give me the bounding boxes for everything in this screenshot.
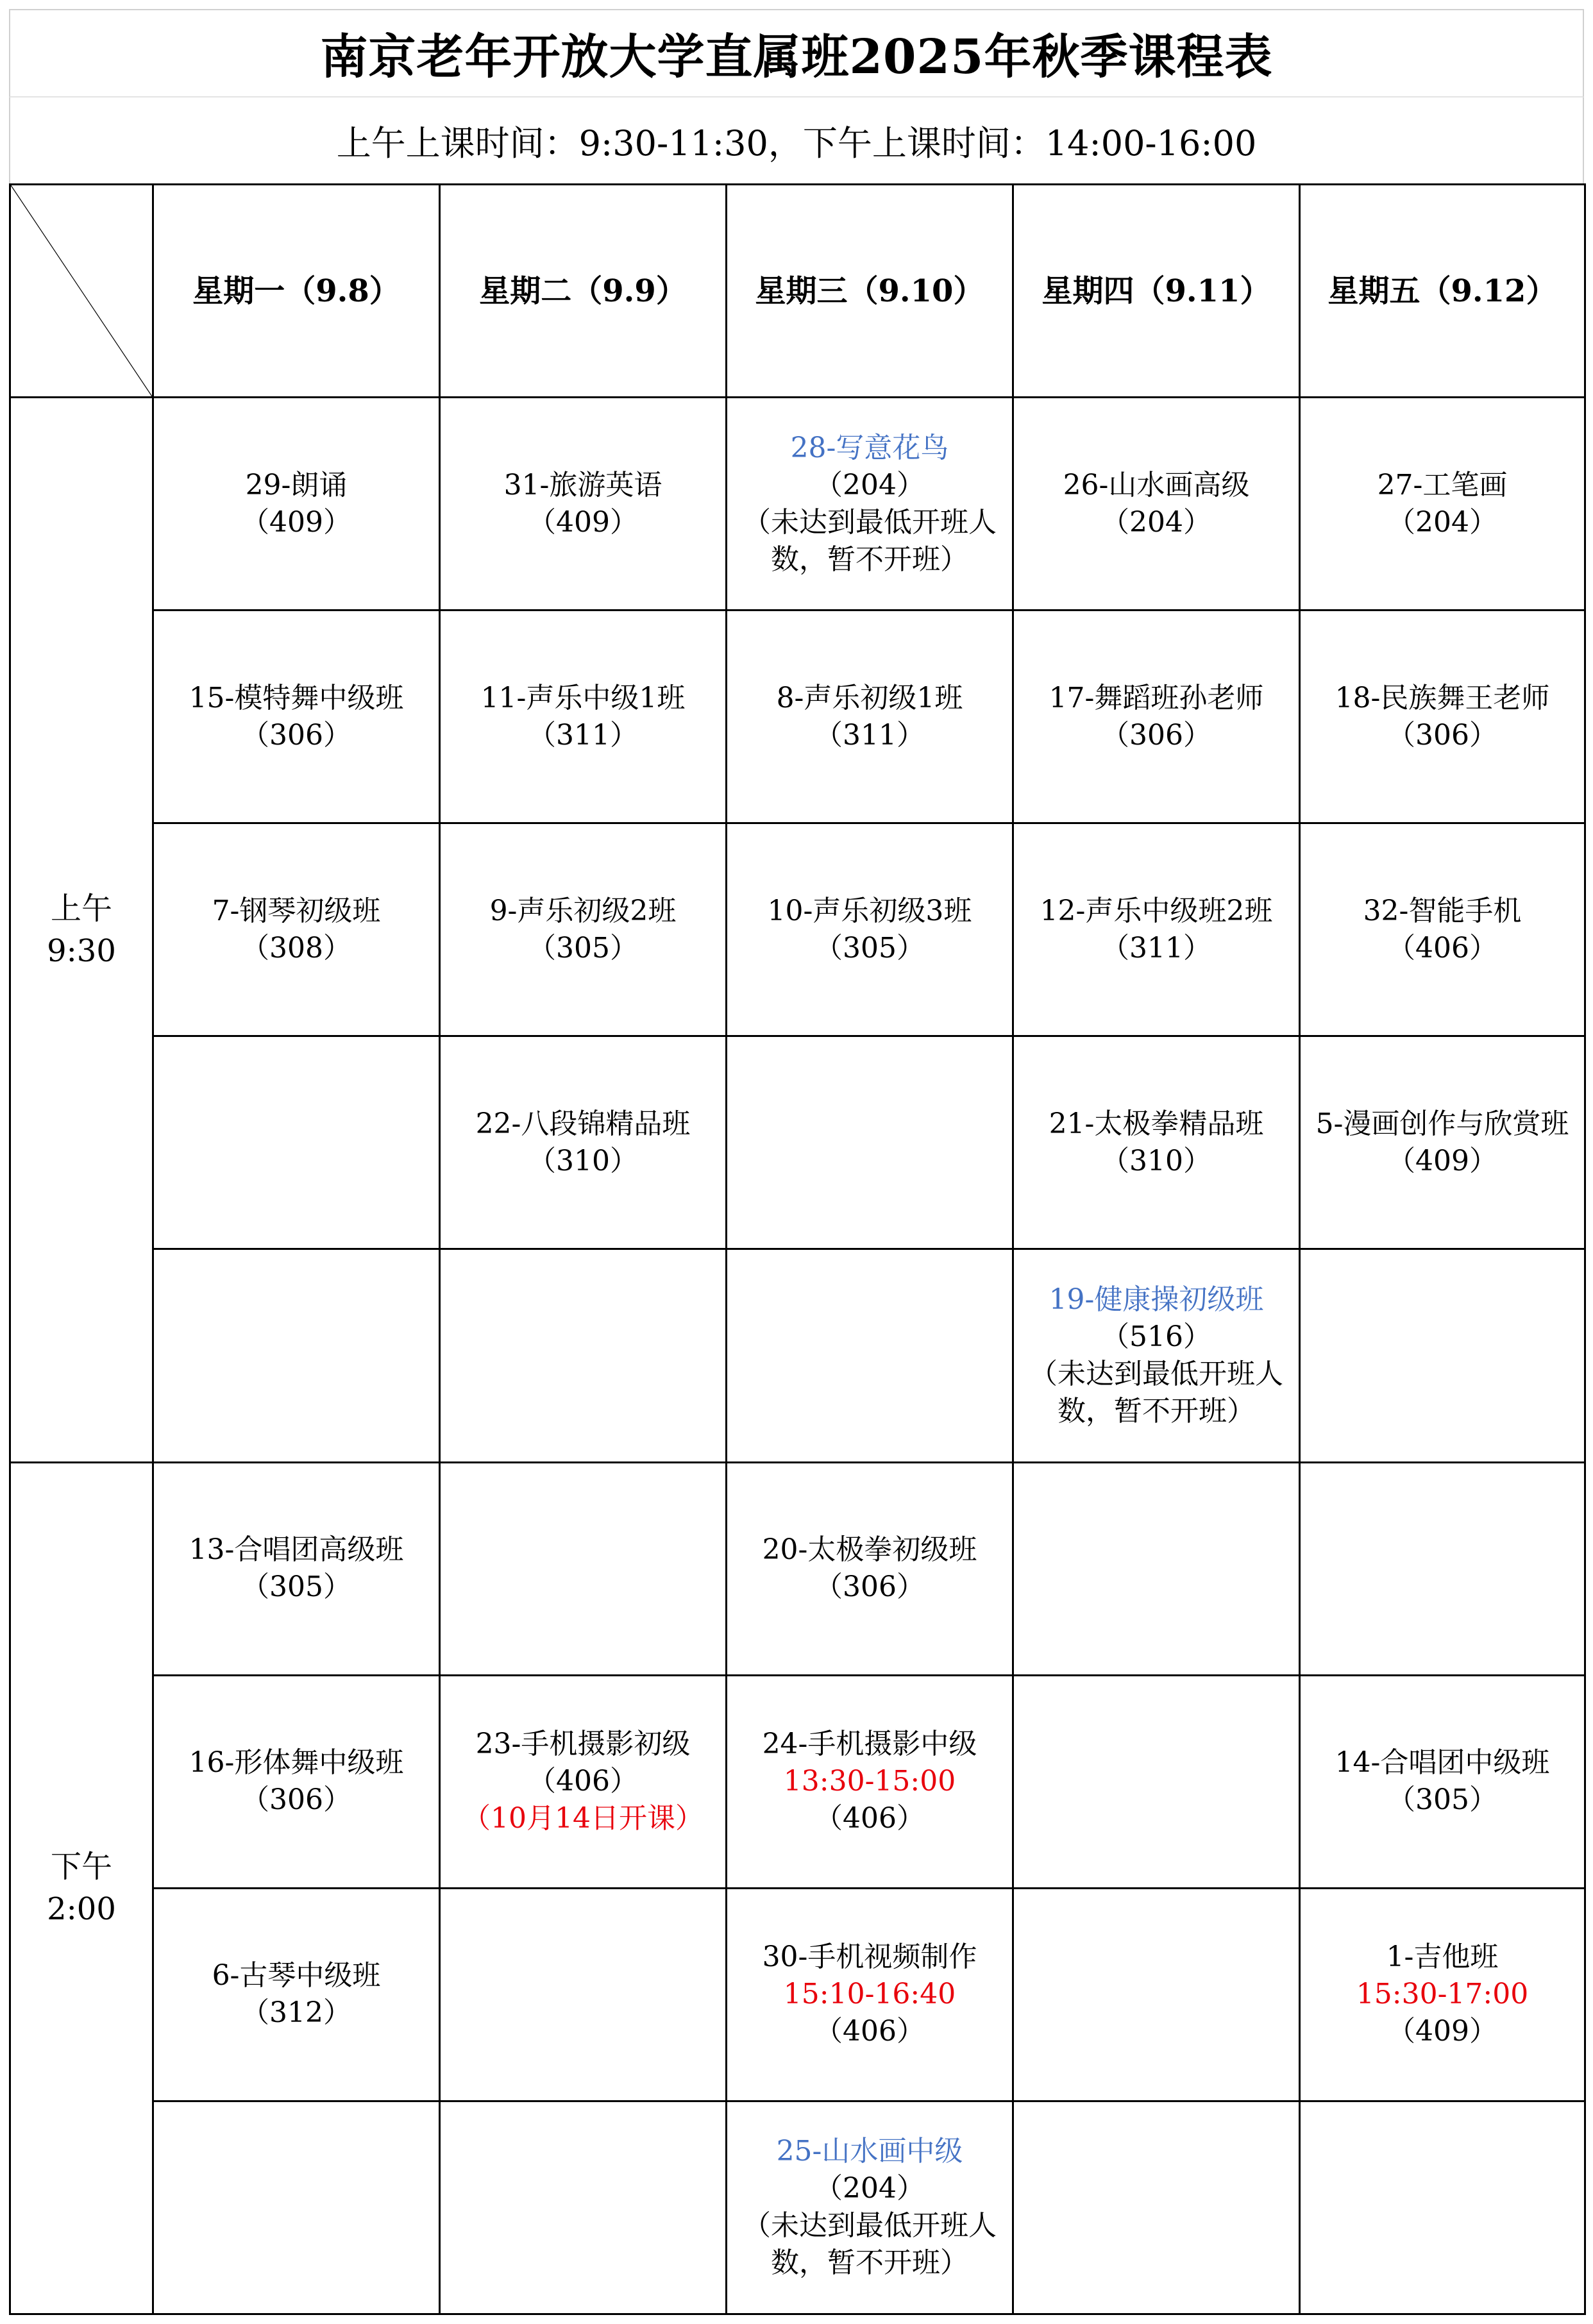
header-row (10, 185, 1585, 398)
course-room: （409） (528, 505, 638, 539)
class-time-note: 上午上课时间：9:30-11:30，下午上课时间：14:00-16:00 (9, 97, 1584, 183)
course-name: 19-健康操初级班 (1049, 1283, 1264, 1317)
course-name: 16-形体舞中级班 (189, 1746, 404, 1780)
course-name: 6-古琴中级班 (212, 1959, 381, 1992)
course-time-changed: 13:30-15:00 (783, 1765, 956, 1798)
course-room: （306） (814, 1570, 925, 1604)
afternoon-row (10, 2101, 1585, 2314)
schedule-body (10, 185, 1585, 2314)
course-room: （306） (1387, 718, 1497, 752)
course-cell-wed (727, 2101, 1013, 2314)
day-header-tue: 星期二（9.9） (440, 185, 727, 398)
course-name: 12-声乐中级班2班 (1040, 894, 1273, 927)
course-cell-wed (727, 1675, 1013, 1888)
course-room: （516） (1101, 1320, 1211, 1354)
course-cell-thu (1013, 398, 1300, 610)
course-name: 18-民族舞王老师 (1335, 681, 1550, 714)
course-cell-mon (153, 2101, 440, 2314)
course-room: （204） (814, 468, 925, 501)
morning-row (10, 823, 1585, 1036)
course-status-note: （未达到最低开班人数，暂不开班） (743, 505, 997, 576)
course-cell-mon (153, 1888, 440, 2101)
course-name: 23-手机摄影初级 (475, 1728, 691, 1761)
morning-period-cell (10, 398, 153, 1462)
course-room: （406） (814, 1802, 925, 1835)
morning-row (10, 398, 1585, 610)
course-name: 9-声乐初级2班 (489, 894, 677, 927)
course-name: 26-山水画高级 (1063, 468, 1250, 501)
course-cell-wed (727, 398, 1013, 610)
course-name: 32-智能手机 (1363, 894, 1522, 927)
afternoon-row (10, 1462, 1585, 1675)
course-room: （204） (1387, 505, 1497, 539)
period-label: 2:00 (47, 1891, 116, 1928)
course-cell-wed (727, 1036, 1013, 1249)
course-cell-thu (1013, 1249, 1300, 1462)
course-name: 30-手机视频制作 (762, 1941, 977, 1974)
course-room: （406） (814, 2015, 925, 2048)
course-cell-mon (153, 398, 440, 610)
course-status-note: （未达到最低开班人数，暂不开班） (743, 2209, 997, 2280)
course-room: （305） (814, 931, 925, 964)
course-cell-fri (1300, 2101, 1585, 2314)
period-label: 下午 (50, 1849, 112, 1885)
course-cell-mon (153, 1462, 440, 1675)
period-label: 9:30 (47, 932, 116, 969)
course-cell-fri (1300, 1462, 1585, 1675)
course-name: 24-手机摄影中级 (762, 1728, 977, 1761)
course-cell-wed (727, 823, 1013, 1036)
course-name: 1-吉他班 (1386, 1941, 1499, 1974)
course-room: （409） (1387, 1144, 1497, 1177)
course-name: 20-太极拳初级班 (762, 1533, 977, 1567)
course-cell-mon (153, 1249, 440, 1462)
course-name: 15-模特舞中级班 (189, 681, 404, 714)
course-cell-fri (1300, 398, 1585, 610)
course-cell-mon (153, 610, 440, 823)
afternoon-row (10, 1675, 1585, 1888)
course-cell-wed (727, 610, 1013, 823)
course-time-changed: 15:10-16:40 (783, 1978, 956, 2011)
day-header-wed: 星期三（9.10） (727, 185, 1013, 398)
course-cell-wed (727, 1462, 1013, 1675)
period-label: 上午 (50, 890, 112, 927)
course-name: 14-合唱团中级班 (1335, 1746, 1550, 1780)
course-cell-tue (440, 398, 727, 610)
course-cell-thu (1013, 1462, 1300, 1675)
course-cell-mon (153, 823, 440, 1036)
course-cell-wed (727, 1888, 1013, 2101)
course-cell-wed (727, 1249, 1013, 1462)
course-cell-thu (1013, 1888, 1300, 2101)
course-cell-thu (1013, 1036, 1300, 1249)
course-cell-tue (440, 823, 727, 1036)
course-room: （308） (241, 931, 351, 964)
diagonal-line-icon (11, 185, 152, 396)
course-cell-tue (440, 1888, 727, 2101)
course-cell-tue (440, 2101, 727, 2314)
schedule-table (9, 183, 1586, 2315)
afternoon-row (10, 1888, 1585, 2101)
diagonal-corner-cell (10, 185, 153, 398)
course-cell-mon (153, 1675, 440, 1888)
course-name: 8-声乐初级1班 (776, 681, 963, 714)
course-name: 11-声乐中级1班 (480, 681, 686, 714)
course-room: （310） (1101, 1144, 1211, 1177)
course-room: （305） (1387, 1783, 1497, 1817)
course-room: （409） (1387, 2015, 1497, 2048)
course-name: 21-太极拳精品班 (1049, 1107, 1264, 1140)
course-name: 25-山水画中级 (776, 2135, 963, 2168)
course-room: （305） (528, 931, 638, 964)
course-cell-fri (1300, 1888, 1585, 2101)
day-header-mon: 星期一（9.8） (153, 185, 440, 398)
course-cell-mon (153, 1036, 440, 1249)
course-room: （306） (241, 718, 351, 752)
course-cell-tue (440, 1249, 727, 1462)
course-room: （311） (1101, 931, 1211, 964)
day-header-thu: 星期四（9.11） (1013, 185, 1300, 398)
course-room: （310） (528, 1144, 638, 1177)
course-name: 22-八段锦精品班 (475, 1107, 691, 1140)
morning-row (10, 1036, 1585, 1249)
course-cell-tue (440, 1036, 727, 1249)
course-cell-tue (440, 1462, 727, 1675)
course-cell-thu (1013, 610, 1300, 823)
course-cell-tue (440, 1675, 727, 1888)
schedule-sheet (9, 9, 1584, 2315)
course-room: （406） (528, 1765, 638, 1798)
course-cell-tue (440, 610, 727, 823)
course-room: （204） (814, 2172, 925, 2205)
course-name: 31-旅游英语 (503, 468, 662, 501)
course-cell-fri (1300, 823, 1585, 1036)
course-cell-thu (1013, 1675, 1300, 1888)
course-room: （409） (241, 505, 351, 539)
course-cell-thu (1013, 823, 1300, 1036)
course-start-note: （10月14日开课） (462, 1802, 704, 1835)
course-name: 13-合唱团高级班 (189, 1533, 404, 1567)
course-cell-fri (1300, 1036, 1585, 1249)
morning-row (10, 1249, 1585, 1462)
course-status-note: （未达到最低开班人数，暂不开班） (1029, 1358, 1283, 1428)
course-name: 28-写意花鸟 (790, 431, 949, 464)
course-name: 29-朗诵 (245, 468, 348, 501)
day-header-fri: 星期五（9.12） (1300, 185, 1585, 398)
course-name: 27-工笔画 (1377, 468, 1508, 501)
course-name: 7-钢琴初级班 (212, 894, 381, 927)
page-title: 南京老年开放大学直属班2025年秋季课程表 (9, 9, 1584, 97)
course-cell-fri (1300, 610, 1585, 823)
course-cell-fri (1300, 1249, 1585, 1462)
afternoon-period-cell (10, 1462, 153, 2314)
course-time-changed: 15:30-17:00 (1356, 1978, 1529, 2011)
course-room: （311） (814, 718, 925, 752)
course-room: （311） (528, 718, 638, 752)
course-room: （406） (1387, 931, 1497, 964)
course-name: 17-舞蹈班孙老师 (1049, 681, 1264, 714)
course-name: 10-声乐初级3班 (767, 894, 972, 927)
course-room: （305） (241, 1570, 351, 1604)
course-cell-thu (1013, 2101, 1300, 2314)
morning-row (10, 610, 1585, 823)
course-room: （312） (241, 1996, 351, 2030)
course-room: （204） (1101, 505, 1211, 539)
course-cell-fri (1300, 1675, 1585, 1888)
course-room: （306） (1101, 718, 1211, 752)
course-name: 5-漫画创作与欣赏班 (1315, 1107, 1569, 1140)
course-room: （306） (241, 1783, 351, 1817)
